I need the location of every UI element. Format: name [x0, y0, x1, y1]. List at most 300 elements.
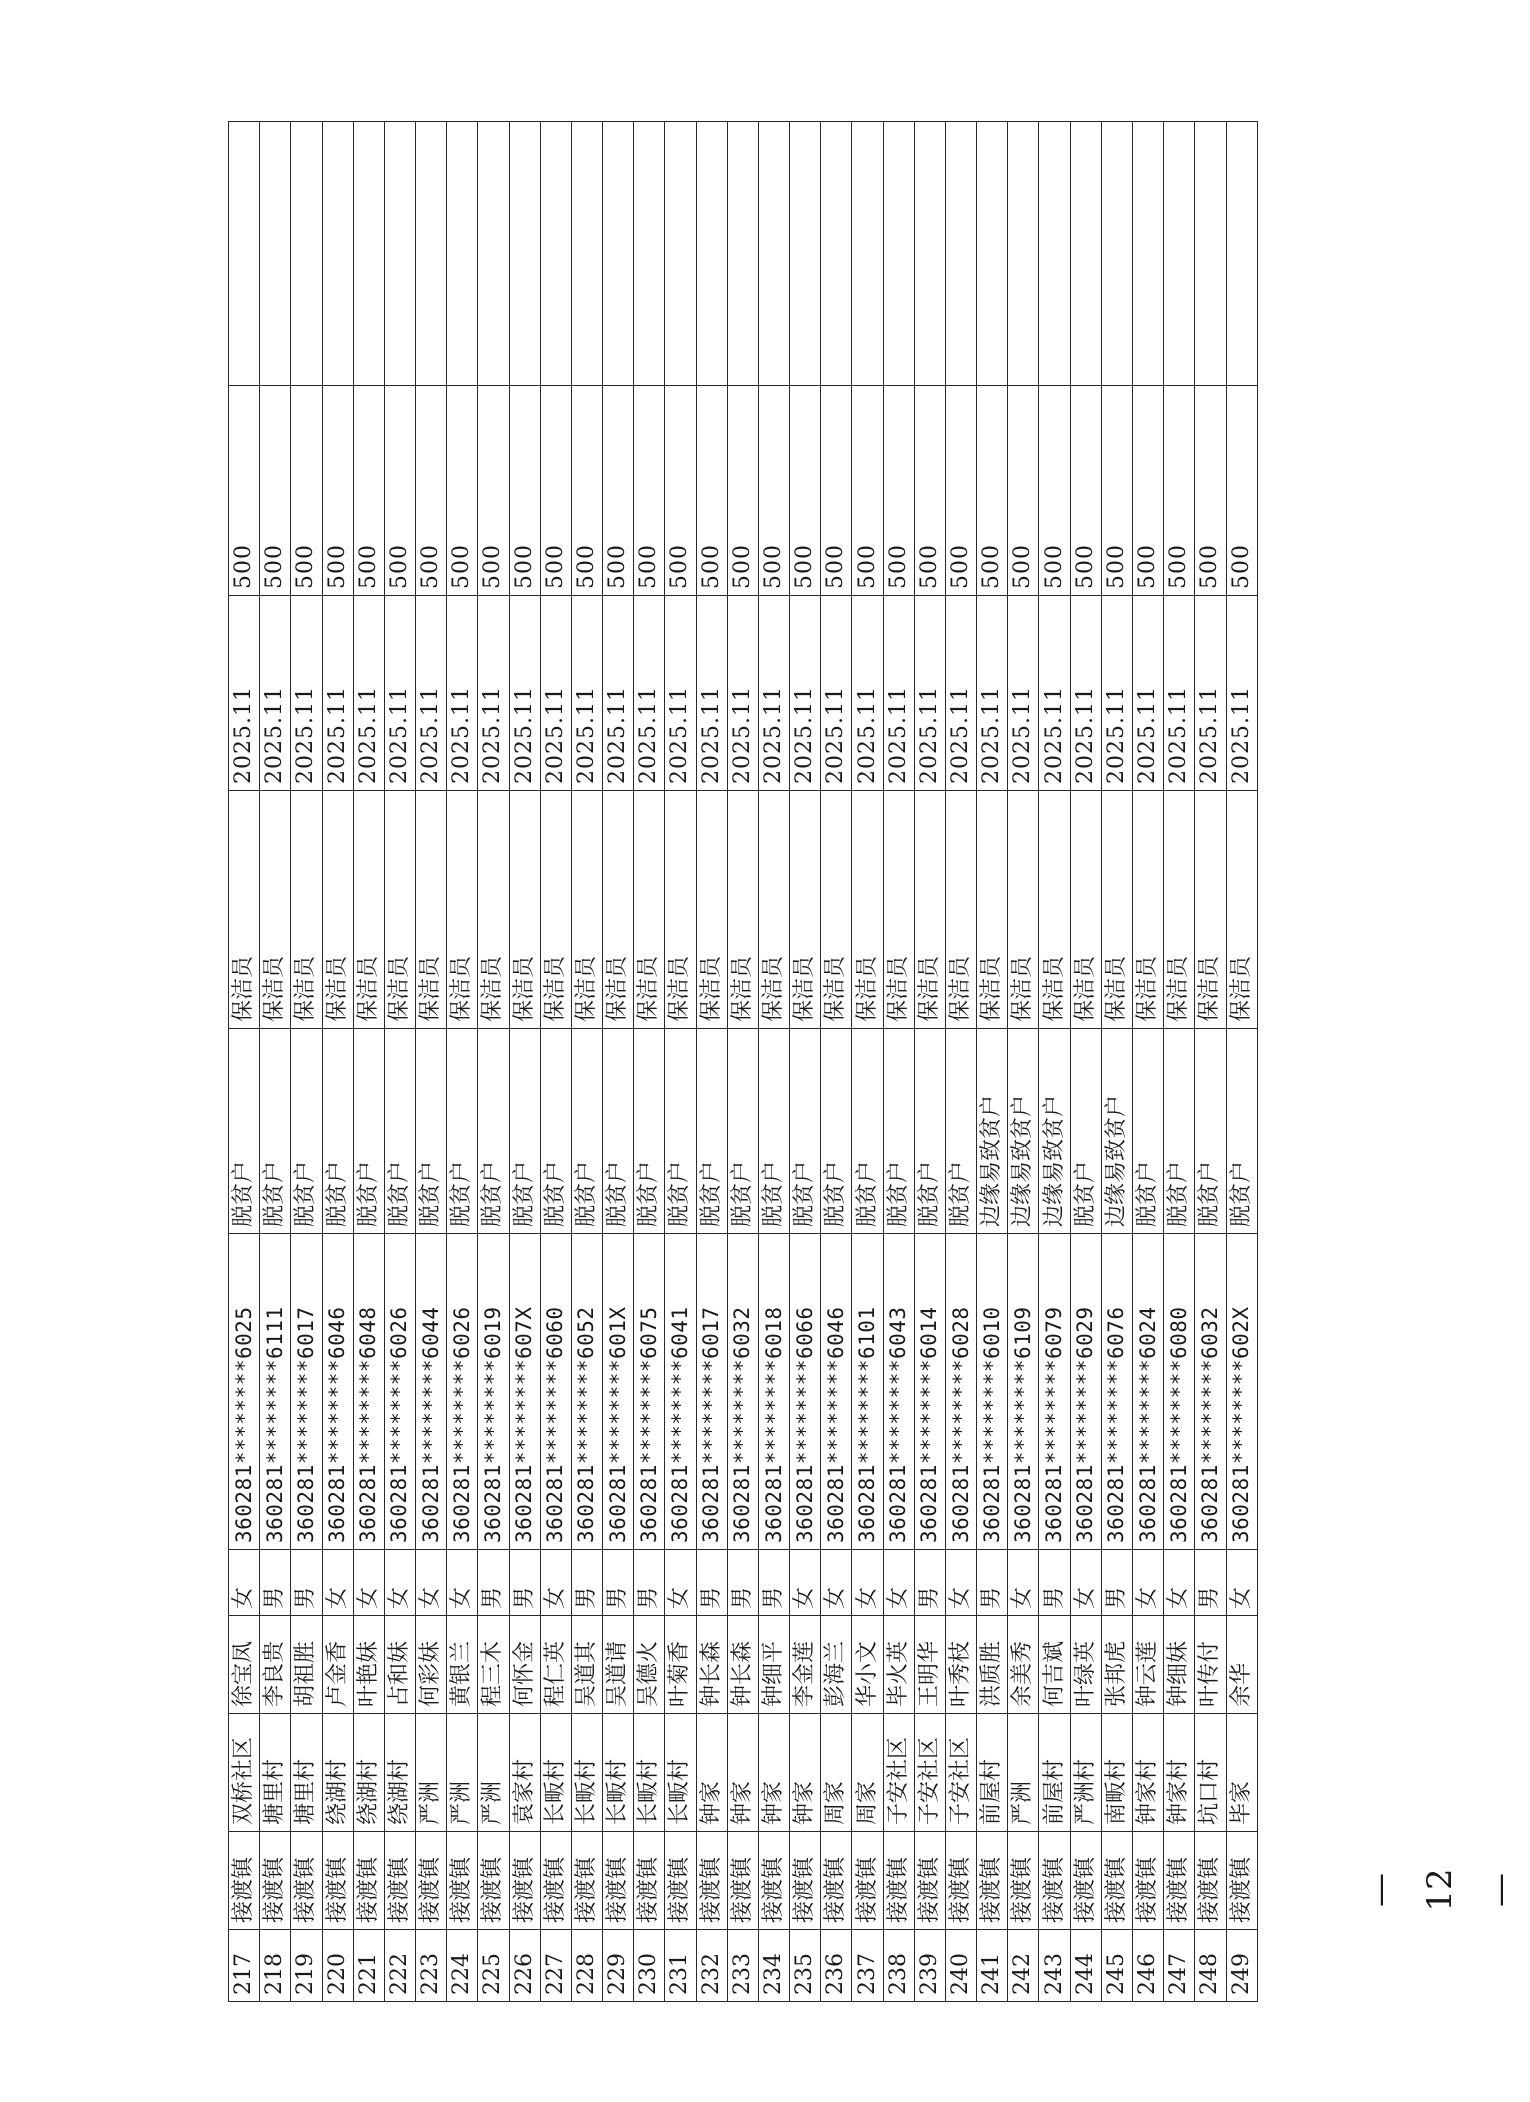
row-number: 241 — [977, 1930, 1008, 2002]
sex-cell: 女 — [1132, 1550, 1163, 1616]
town-cell: 接渡镇 — [1195, 1832, 1226, 1930]
id-number-cell: 360281********6032 — [727, 1234, 758, 1550]
row-number: 239 — [914, 1930, 945, 2002]
job-cell: 保洁员 — [665, 791, 696, 1029]
row-number: 227 — [540, 1930, 571, 2002]
sex-cell: 女 — [852, 1550, 883, 1616]
job-cell: 保洁员 — [790, 791, 821, 1029]
name-cell: 吴德火 — [634, 1616, 665, 1714]
sex-cell: 男 — [727, 1550, 758, 1616]
table-row — [634, 122, 665, 2002]
name-cell: 占和妹 — [384, 1616, 415, 1714]
empty-cell — [1164, 122, 1195, 386]
household-type-cell: 脱贫户 — [790, 1029, 821, 1234]
town-cell: 接渡镇 — [1132, 1832, 1163, 1930]
household-type-cell: 脱贫户 — [727, 1029, 758, 1234]
table-row — [1039, 122, 1070, 2002]
date-cell: 2025.11 — [1039, 596, 1070, 791]
amount-cell: 500 — [603, 386, 634, 596]
page-number: — 12 — — [1360, 1868, 1520, 1912]
name-cell: 胡祖胜 — [291, 1616, 322, 1714]
sex-cell: 女 — [384, 1550, 415, 1616]
job-cell: 保洁员 — [883, 791, 914, 1029]
name-cell: 叶绿英 — [1070, 1616, 1101, 1714]
village-cell: 钟家 — [758, 1714, 789, 1832]
village-cell: 子安社区 — [883, 1714, 914, 1832]
row-number: 218 — [260, 1930, 291, 2002]
village-cell: 钟家村 — [1132, 1714, 1163, 1832]
empty-cell — [1132, 122, 1163, 386]
table-row — [852, 122, 883, 2002]
name-cell: 何彩妹 — [416, 1616, 447, 1714]
name-cell: 李金莲 — [790, 1616, 821, 1714]
amount-cell: 500 — [229, 386, 260, 596]
row-number: 247 — [1164, 1930, 1195, 2002]
sex-cell: 女 — [1226, 1550, 1258, 1616]
table-row — [883, 122, 914, 2002]
name-cell: 王明华 — [914, 1616, 945, 1714]
empty-cell — [1070, 122, 1101, 386]
id-number-cell: 360281********6041 — [665, 1234, 696, 1550]
amount-cell: 500 — [696, 386, 727, 596]
empty-cell — [509, 122, 540, 386]
amount-cell: 500 — [540, 386, 571, 596]
village-cell: 长畈村 — [571, 1714, 602, 1832]
date-cell: 2025.11 — [478, 596, 509, 791]
household-type-cell: 脱贫户 — [852, 1029, 883, 1234]
row-number: 244 — [1070, 1930, 1101, 2002]
table-body — [229, 122, 1258, 2002]
amount-cell: 500 — [634, 386, 665, 596]
town-cell: 接渡镇 — [603, 1832, 634, 1930]
village-cell: 绕湖村 — [384, 1714, 415, 1832]
household-type-cell: 脱贫户 — [1070, 1029, 1101, 1234]
town-cell: 接渡镇 — [509, 1832, 540, 1930]
village-cell: 长畈村 — [634, 1714, 665, 1832]
sex-cell: 女 — [945, 1550, 976, 1616]
row-number: 217 — [229, 1930, 260, 2002]
job-cell: 保洁员 — [1070, 791, 1101, 1029]
empty-cell — [416, 122, 447, 386]
town-cell: 接渡镇 — [291, 1832, 322, 1930]
amount-cell: 500 — [1226, 386, 1258, 596]
sex-cell: 女 — [1008, 1550, 1039, 1616]
id-number-cell: 360281********6024 — [1132, 1234, 1163, 1550]
date-cell: 2025.11 — [1132, 596, 1163, 791]
job-cell: 保洁员 — [1039, 791, 1070, 1029]
subsidy-table — [228, 121, 1258, 2002]
town-cell: 接渡镇 — [790, 1832, 821, 1930]
town-cell: 接渡镇 — [977, 1832, 1008, 1930]
table-row — [977, 122, 1008, 2002]
amount-cell: 500 — [416, 386, 447, 596]
sex-cell: 女 — [1070, 1550, 1101, 1616]
household-type-cell: 脱贫户 — [883, 1029, 914, 1234]
name-cell: 毕火英 — [883, 1616, 914, 1714]
table-row — [478, 122, 509, 2002]
sex-cell: 男 — [603, 1550, 634, 1616]
amount-cell: 500 — [478, 386, 509, 596]
date-cell: 2025.11 — [727, 596, 758, 791]
id-number-cell: 360281********6017 — [696, 1234, 727, 1550]
id-number-cell: 360281********6025 — [229, 1234, 260, 1550]
town-cell: 接渡镇 — [229, 1832, 260, 1930]
row-number: 233 — [727, 1930, 758, 2002]
job-cell: 保洁员 — [291, 791, 322, 1029]
empty-cell — [790, 122, 821, 386]
id-number-cell: 360281********6026 — [384, 1234, 415, 1550]
sex-cell: 男 — [509, 1550, 540, 1616]
empty-cell — [447, 122, 478, 386]
job-cell: 保洁员 — [1132, 791, 1163, 1029]
job-cell: 保洁员 — [509, 791, 540, 1029]
town-cell: 接渡镇 — [1101, 1832, 1132, 1930]
job-cell: 保洁员 — [384, 791, 415, 1029]
empty-cell — [384, 122, 415, 386]
sex-cell: 女 — [322, 1550, 353, 1616]
empty-cell — [1039, 122, 1070, 386]
date-cell: 2025.11 — [322, 596, 353, 791]
date-cell: 2025.11 — [1164, 596, 1195, 791]
table-row — [1226, 122, 1258, 2002]
amount-cell: 500 — [1132, 386, 1163, 596]
row-number: 220 — [322, 1930, 353, 2002]
town-cell: 接渡镇 — [571, 1832, 602, 1930]
id-number-cell: 360281********6014 — [914, 1234, 945, 1550]
table-row — [229, 122, 260, 2002]
row-number: 235 — [790, 1930, 821, 2002]
sex-cell: 男 — [1195, 1550, 1226, 1616]
date-cell: 2025.11 — [1226, 596, 1258, 791]
empty-cell — [821, 122, 852, 386]
household-type-cell: 脱贫户 — [634, 1029, 665, 1234]
household-type-cell: 脱贫户 — [291, 1029, 322, 1234]
name-cell: 钟长森 — [696, 1616, 727, 1714]
id-number-cell: 360281********6028 — [945, 1234, 976, 1550]
amount-cell: 500 — [353, 386, 384, 596]
village-cell: 毕家 — [1226, 1714, 1258, 1832]
empty-cell — [852, 122, 883, 386]
household-type-cell: 脱贫户 — [384, 1029, 415, 1234]
village-cell: 严洲 — [478, 1714, 509, 1832]
town-cell: 接渡镇 — [353, 1832, 384, 1930]
row-number: 221 — [353, 1930, 384, 2002]
village-cell: 钟家 — [727, 1714, 758, 1832]
id-number-cell: 360281********6066 — [790, 1234, 821, 1550]
household-type-cell: 脱贫户 — [509, 1029, 540, 1234]
name-cell: 黄银兰 — [447, 1616, 478, 1714]
empty-cell — [540, 122, 571, 386]
town-cell: 接渡镇 — [665, 1832, 696, 1930]
id-number-cell: 360281********6060 — [540, 1234, 571, 1550]
name-cell: 徐宝凤 — [229, 1616, 260, 1714]
date-cell: 2025.11 — [821, 596, 852, 791]
household-type-cell: 脱贫户 — [353, 1029, 384, 1234]
amount-cell: 500 — [727, 386, 758, 596]
date-cell: 2025.11 — [603, 596, 634, 791]
household-type-cell: 脱贫户 — [1195, 1029, 1226, 1234]
village-cell: 长畈村 — [603, 1714, 634, 1832]
amount-cell: 500 — [322, 386, 353, 596]
empty-cell — [758, 122, 789, 386]
row-number: 228 — [571, 1930, 602, 2002]
date-cell: 2025.11 — [1101, 596, 1132, 791]
empty-cell — [665, 122, 696, 386]
household-type-cell: 脱贫户 — [1132, 1029, 1163, 1234]
job-cell: 保洁员 — [852, 791, 883, 1029]
town-cell: 接渡镇 — [914, 1832, 945, 1930]
row-number: 245 — [1101, 1930, 1132, 2002]
amount-cell: 500 — [790, 386, 821, 596]
table-row — [727, 122, 758, 2002]
village-cell: 袁家村 — [509, 1714, 540, 1832]
household-type-cell: 脱贫户 — [540, 1029, 571, 1234]
date-cell: 2025.11 — [291, 596, 322, 791]
sex-cell: 男 — [758, 1550, 789, 1616]
empty-cell — [291, 122, 322, 386]
table-row — [1008, 122, 1039, 2002]
table-row — [1195, 122, 1226, 2002]
row-number: 243 — [1039, 1930, 1070, 2002]
date-cell: 2025.11 — [790, 596, 821, 791]
village-cell: 严洲 — [447, 1714, 478, 1832]
table-row — [322, 122, 353, 2002]
village-cell: 严洲 — [416, 1714, 447, 1832]
town-cell: 接渡镇 — [1039, 1832, 1070, 1930]
id-number-cell: 360281********6029 — [1070, 1234, 1101, 1550]
town-cell: 接渡镇 — [478, 1832, 509, 1930]
date-cell: 2025.11 — [634, 596, 665, 791]
town-cell: 接渡镇 — [758, 1832, 789, 1930]
household-type-cell: 边缘易致贫户 — [1008, 1029, 1039, 1234]
date-cell: 2025.11 — [447, 596, 478, 791]
table-row — [1132, 122, 1163, 2002]
date-cell: 2025.11 — [509, 596, 540, 791]
sex-cell: 女 — [883, 1550, 914, 1616]
row-number: 238 — [883, 1930, 914, 2002]
sex-cell: 男 — [634, 1550, 665, 1616]
empty-cell — [1101, 122, 1132, 386]
sex-cell: 女 — [416, 1550, 447, 1616]
village-cell: 长畈村 — [665, 1714, 696, 1832]
amount-cell: 500 — [914, 386, 945, 596]
name-cell: 钟云莲 — [1132, 1616, 1163, 1714]
sex-cell: 男 — [914, 1550, 945, 1616]
town-cell: 接渡镇 — [883, 1832, 914, 1930]
id-number-cell: 360281********6017 — [291, 1234, 322, 1550]
row-number: 229 — [603, 1930, 634, 2002]
amount-cell: 500 — [384, 386, 415, 596]
name-cell: 余美秀 — [1008, 1616, 1039, 1714]
sex-cell: 男 — [291, 1550, 322, 1616]
amount-cell: 500 — [883, 386, 914, 596]
sex-cell: 男 — [571, 1550, 602, 1616]
sex-cell: 女 — [821, 1550, 852, 1616]
table-row — [945, 122, 976, 2002]
village-cell: 长畈村 — [540, 1714, 571, 1832]
table-row — [1164, 122, 1195, 2002]
job-cell: 保洁员 — [603, 791, 634, 1029]
amount-cell: 500 — [852, 386, 883, 596]
job-cell: 保洁员 — [416, 791, 447, 1029]
sex-cell: 女 — [229, 1550, 260, 1616]
job-cell: 保洁员 — [478, 791, 509, 1029]
household-type-cell: 脱贫户 — [1164, 1029, 1195, 1234]
amount-cell: 500 — [509, 386, 540, 596]
row-number: 222 — [384, 1930, 415, 2002]
name-cell: 吴道其 — [571, 1616, 602, 1714]
amount-cell: 500 — [945, 386, 976, 596]
village-cell: 塘里村 — [291, 1714, 322, 1832]
sex-cell: 女 — [790, 1550, 821, 1616]
row-number: 223 — [416, 1930, 447, 2002]
household-type-cell: 脱贫户 — [571, 1029, 602, 1234]
table-row — [540, 122, 571, 2002]
id-number-cell: 360281********6079 — [1039, 1234, 1070, 1550]
id-number-cell: 360281********6101 — [852, 1234, 883, 1550]
table-row — [384, 122, 415, 2002]
amount-cell: 500 — [1195, 386, 1226, 596]
sex-cell: 男 — [1101, 1550, 1132, 1616]
amount-cell: 500 — [665, 386, 696, 596]
village-cell: 周家 — [821, 1714, 852, 1832]
household-type-cell: 边缘易致贫户 — [977, 1029, 1008, 1234]
town-cell: 接渡镇 — [1164, 1832, 1195, 1930]
village-cell: 子安社区 — [914, 1714, 945, 1832]
village-cell: 塘里村 — [260, 1714, 291, 1832]
name-cell: 何怀金 — [509, 1616, 540, 1714]
table-row — [291, 122, 322, 2002]
row-number: 236 — [821, 1930, 852, 2002]
job-cell: 保洁员 — [1008, 791, 1039, 1029]
date-cell: 2025.11 — [945, 596, 976, 791]
empty-cell — [696, 122, 727, 386]
name-cell: 洪质胜 — [977, 1616, 1008, 1714]
date-cell: 2025.11 — [540, 596, 571, 791]
row-number: 249 — [1226, 1930, 1258, 2002]
job-cell: 保洁员 — [1164, 791, 1195, 1029]
amount-cell: 500 — [260, 386, 291, 596]
town-cell: 接渡镇 — [852, 1832, 883, 1930]
date-cell: 2025.11 — [384, 596, 415, 791]
sex-cell: 男 — [977, 1550, 1008, 1616]
town-cell: 接渡镇 — [447, 1832, 478, 1930]
date-cell: 2025.11 — [758, 596, 789, 791]
table-row — [790, 122, 821, 2002]
name-cell: 钟细平 — [758, 1616, 789, 1714]
id-number-cell: 360281********6048 — [353, 1234, 384, 1550]
name-cell: 叶菊香 — [665, 1616, 696, 1714]
date-cell: 2025.11 — [416, 596, 447, 791]
date-cell: 2025.11 — [852, 596, 883, 791]
job-cell: 保洁员 — [260, 791, 291, 1029]
amount-cell: 500 — [447, 386, 478, 596]
row-number: 232 — [696, 1930, 727, 2002]
household-type-cell: 脱贫户 — [416, 1029, 447, 1234]
empty-cell — [883, 122, 914, 386]
id-number-cell: 360281********6052 — [571, 1234, 602, 1550]
name-cell: 彭海兰 — [821, 1616, 852, 1714]
table-row — [696, 122, 727, 2002]
row-number: 240 — [945, 1930, 976, 2002]
household-type-cell: 边缘易致贫户 — [1039, 1029, 1070, 1234]
row-number: 242 — [1008, 1930, 1039, 2002]
town-cell: 接渡镇 — [416, 1832, 447, 1930]
row-number: 225 — [478, 1930, 509, 2002]
sex-cell: 女 — [447, 1550, 478, 1616]
job-cell: 保洁员 — [977, 791, 1008, 1029]
empty-cell — [571, 122, 602, 386]
table-row — [416, 122, 447, 2002]
village-cell: 子安社区 — [945, 1714, 976, 1832]
village-cell: 严洲村 — [1070, 1714, 1101, 1832]
village-cell: 钟家 — [790, 1714, 821, 1832]
household-type-cell: 脱贫户 — [260, 1029, 291, 1234]
rotated-table-sheet — [228, 122, 1258, 2002]
job-cell: 保洁员 — [571, 791, 602, 1029]
id-number-cell: 360281********6032 — [1195, 1234, 1226, 1550]
name-cell: 李良贵 — [260, 1616, 291, 1714]
row-number: 226 — [509, 1930, 540, 2002]
town-cell: 接渡镇 — [945, 1832, 976, 1930]
amount-cell: 500 — [1039, 386, 1070, 596]
table-row — [665, 122, 696, 2002]
village-cell: 钟家村 — [1164, 1714, 1195, 1832]
row-number: 224 — [447, 1930, 478, 2002]
amount-cell: 500 — [1101, 386, 1132, 596]
empty-cell — [260, 122, 291, 386]
village-cell: 坑口村 — [1195, 1714, 1226, 1832]
job-cell: 保洁员 — [634, 791, 665, 1029]
village-cell: 双桥社区 — [229, 1714, 260, 1832]
id-number-cell: 360281********6044 — [416, 1234, 447, 1550]
row-number: 219 — [291, 1930, 322, 2002]
job-cell: 保洁员 — [758, 791, 789, 1029]
village-cell: 周家 — [852, 1714, 883, 1832]
village-cell: 绕湖村 — [322, 1714, 353, 1832]
row-number: 231 — [665, 1930, 696, 2002]
job-cell: 保洁员 — [1101, 791, 1132, 1029]
village-cell: 绕湖村 — [353, 1714, 384, 1832]
household-type-cell: 边缘易致贫户 — [1101, 1029, 1132, 1234]
date-cell: 2025.11 — [571, 596, 602, 791]
town-cell: 接渡镇 — [1226, 1832, 1258, 1930]
id-number-cell: 360281********6080 — [1164, 1234, 1195, 1550]
job-cell: 保洁员 — [447, 791, 478, 1029]
row-number: 237 — [852, 1930, 883, 2002]
amount-cell: 500 — [758, 386, 789, 596]
town-cell: 接渡镇 — [821, 1832, 852, 1930]
household-type-cell: 脱贫户 — [478, 1029, 509, 1234]
town-cell: 接渡镇 — [322, 1832, 353, 1930]
empty-cell — [914, 122, 945, 386]
date-cell: 2025.11 — [665, 596, 696, 791]
empty-cell — [603, 122, 634, 386]
name-cell: 张邦虎 — [1101, 1616, 1132, 1714]
town-cell: 接渡镇 — [696, 1832, 727, 1930]
town-cell: 接渡镇 — [384, 1832, 415, 1930]
job-cell: 保洁员 — [229, 791, 260, 1029]
sex-cell: 女 — [353, 1550, 384, 1616]
job-cell: 保洁员 — [914, 791, 945, 1029]
amount-cell: 500 — [1164, 386, 1195, 596]
town-cell: 接渡镇 — [1070, 1832, 1101, 1930]
date-cell: 2025.11 — [1195, 596, 1226, 791]
id-number-cell: 360281********6076 — [1101, 1234, 1132, 1550]
table-row — [603, 122, 634, 2002]
table-row — [758, 122, 789, 2002]
name-cell: 钟长森 — [727, 1616, 758, 1714]
